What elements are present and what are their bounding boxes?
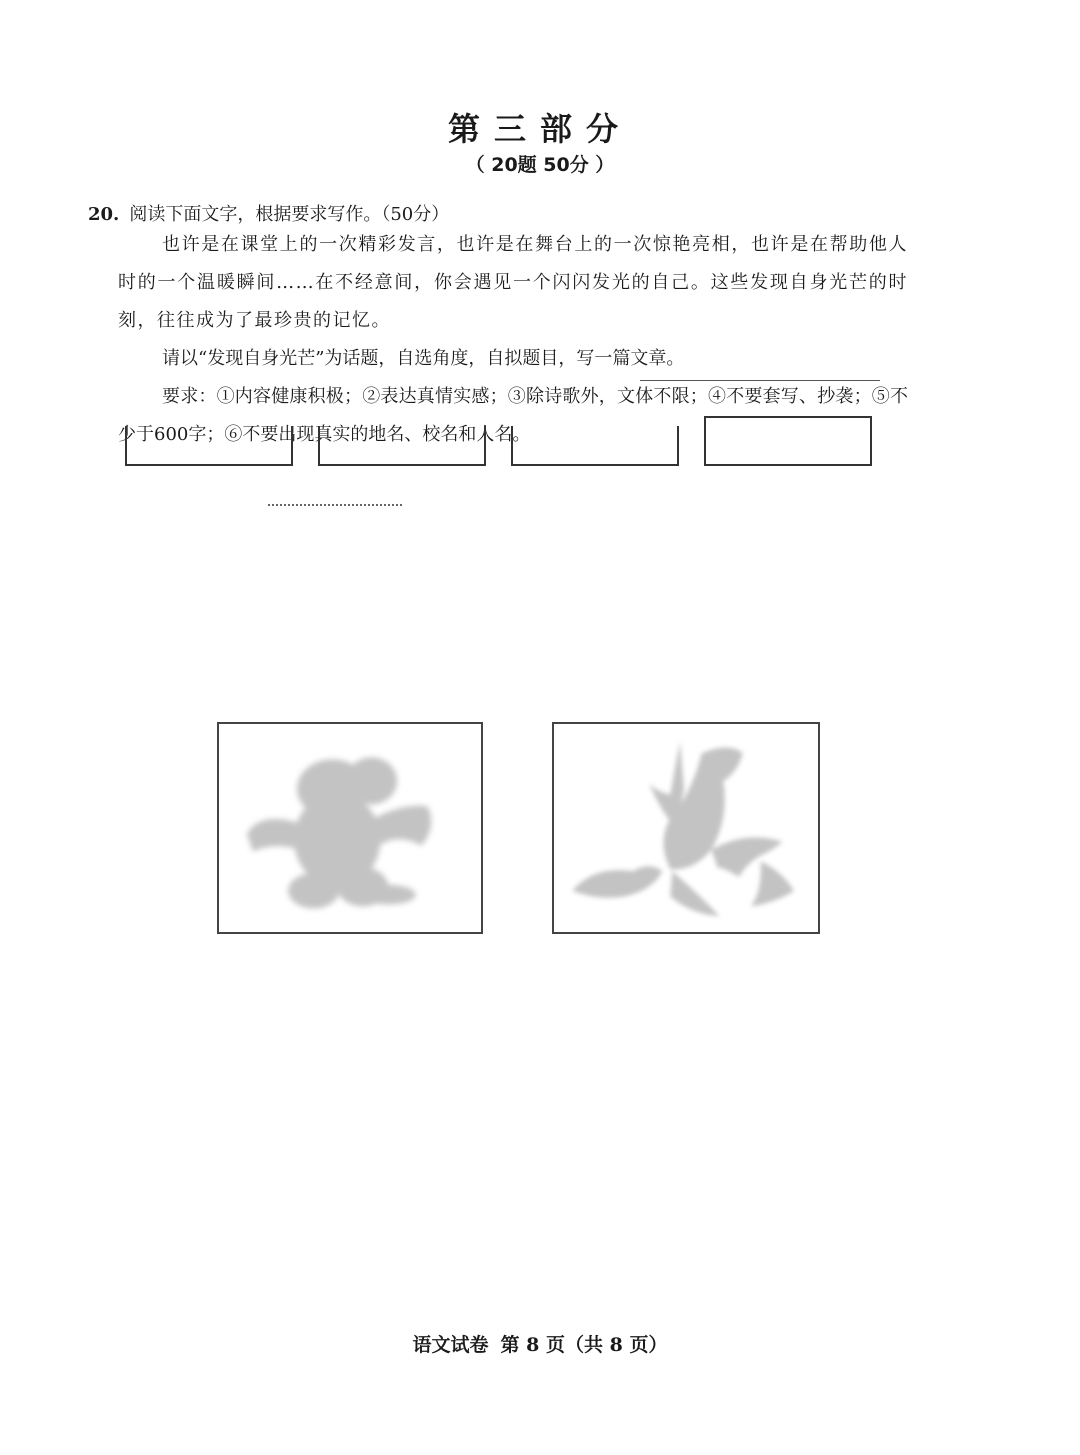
bleed-figure-left — [217, 722, 483, 934]
bleed-box — [511, 426, 679, 466]
bleed-dotted-line — [268, 504, 402, 506]
question-number: 20. — [88, 204, 120, 225]
question-requirements: 要求：①内容健康积极；②表达真情实感；③除诗歌外，文体不限；④不要套写、抄袭；⑤不少于600字；⑥不要出现真实的地名、校名和人名。 — [118, 386, 908, 445]
question-instruction: 阅读下面文字，根据要求写作。（50分） — [129, 204, 450, 225]
footer-subject: 语文试卷 — [412, 1334, 489, 1356]
footer-page-number: 第 8 页（共 8 页） — [500, 1334, 668, 1356]
bleed-box — [318, 426, 486, 466]
page-footer — [0, 1330, 1080, 1357]
bleed-figure-right — [552, 722, 820, 934]
question-passage: 也许是在课堂上的一次精彩发言，也许是在舞台上的一次惊艳亮相，也许是在帮助他人时的一个温暖瞬间……在不经意间，你会遇见一个闪闪发光的自己。这些发现自身光芒的时刻，往往成为了最珍贵的记忆。 — [118, 234, 908, 331]
bleed-box — [704, 416, 872, 466]
section-subtitle: （ 20题 50分 ） — [465, 154, 615, 176]
horse-silhouette-image — [554, 724, 818, 932]
bleed-box — [125, 426, 293, 466]
question-prompt: 请以“发现自身光芒”为话题，自选角度，自拟题目，写一篇文章。 — [162, 348, 685, 369]
bleed-line — [640, 380, 880, 381]
section-title: 第三部分 — [447, 110, 632, 148]
question-header — [88, 200, 449, 226]
animal-silhouette-image — [219, 724, 481, 932]
